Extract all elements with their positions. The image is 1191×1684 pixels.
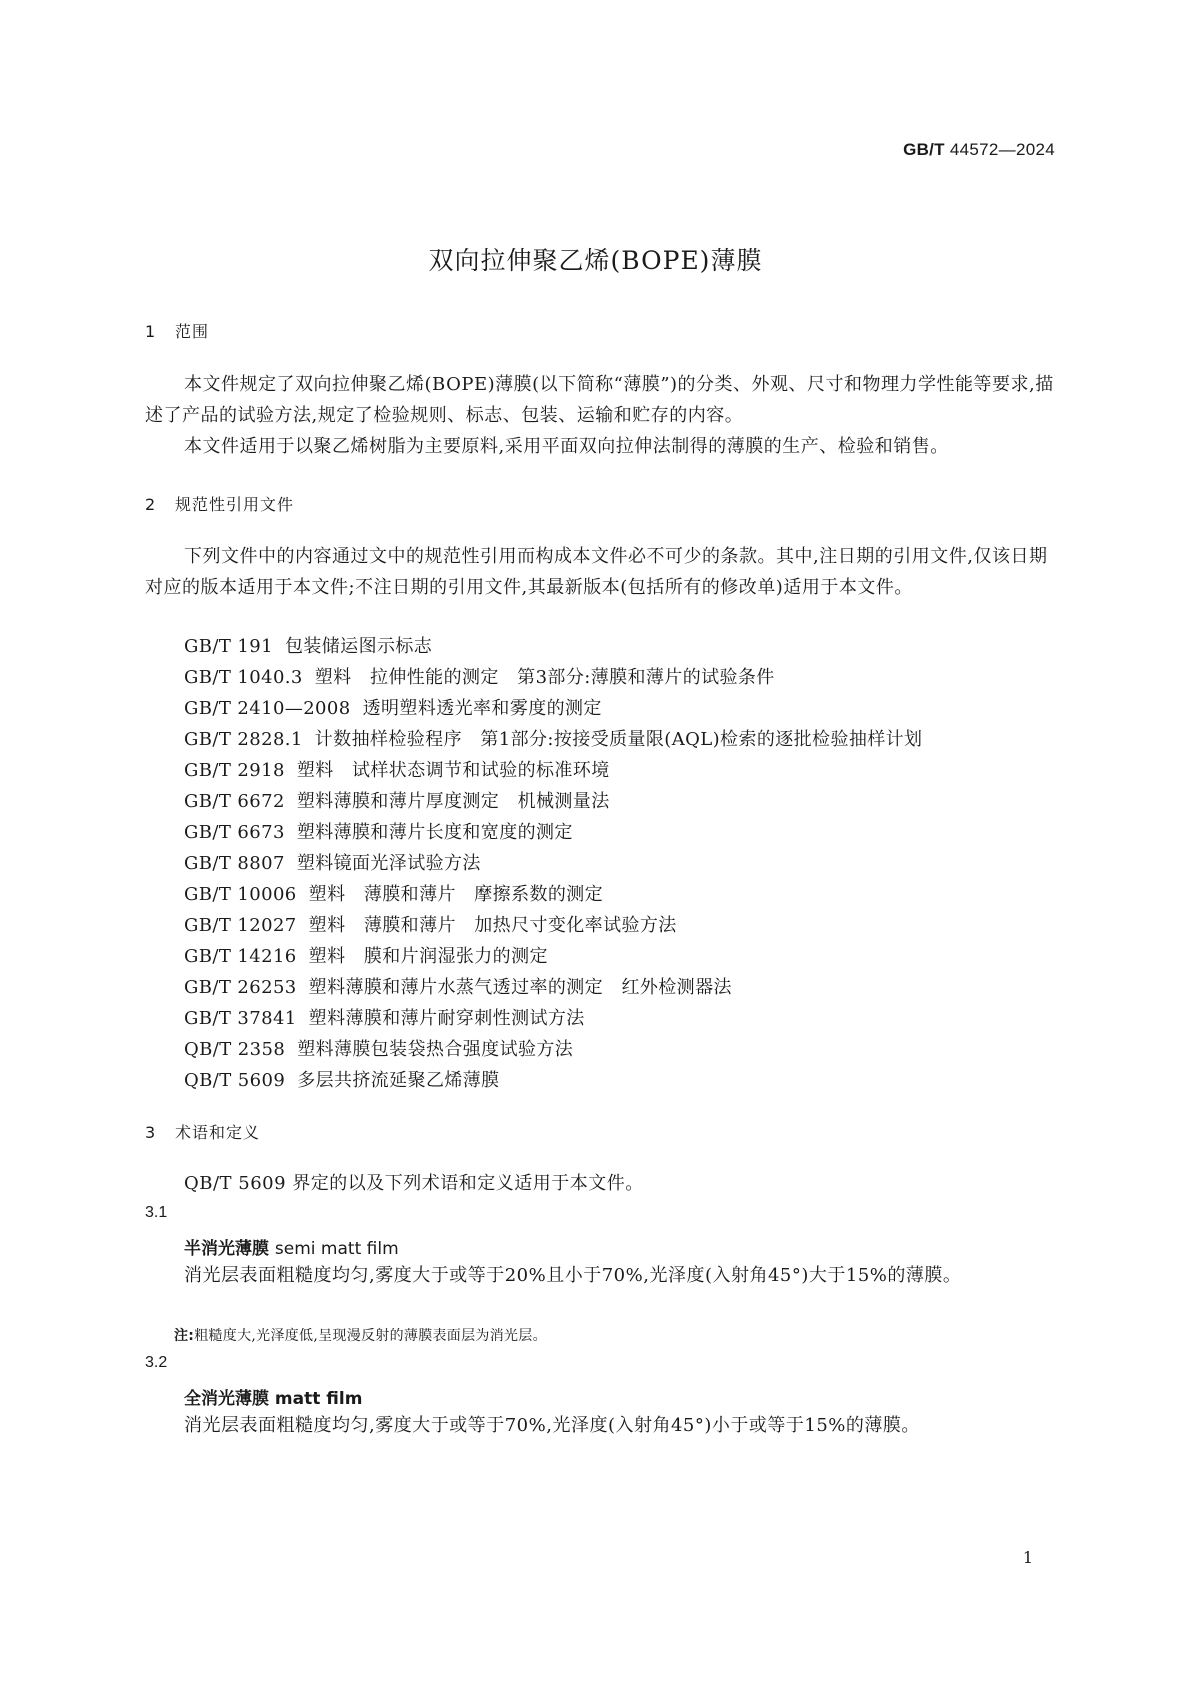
standard-code	[903, 140, 1055, 160]
reference-title: 塑料 试样状态调节和试验的标准环境	[296, 760, 610, 781]
section-title: 术语和定义	[175, 1123, 261, 1142]
reference-code: GB/T 14216	[184, 946, 297, 967]
reference-title: 计数抽样检验程序 第1部分:按接受质量限(AQL)检索的逐批检验抽样计划	[314, 729, 923, 750]
term-name	[184, 1234, 399, 1259]
reference-item	[184, 663, 775, 689]
section-1-heading	[145, 319, 209, 342]
reference-code: GB/T 1040.3	[184, 667, 303, 688]
term-number: 3.1	[145, 1204, 168, 1221]
section-3-heading	[145, 1120, 260, 1143]
term-name	[184, 1384, 362, 1409]
term-definition: 消光层表面粗糙度均匀,雾度大于或等于20%且小于70%,光泽度(入射角45°)大于15%的薄膜。	[184, 1265, 962, 1286]
reference-title: 塑料镜面光泽试验方法	[296, 853, 481, 874]
reference-title: 塑料 膜和片润湿张力的测定	[308, 946, 548, 967]
reference-title: 塑料 拉伸性能的测定 第3部分:薄膜和薄片的试验条件	[314, 667, 775, 688]
reference-code: QB/T 5609	[184, 1070, 286, 1091]
reference-item	[184, 1004, 585, 1030]
page-number: 1	[1022, 1548, 1033, 1567]
term-name-en: matt film	[274, 1389, 363, 1409]
standard-number: 44572—2024	[949, 140, 1055, 159]
reference-title: 包装储运图示标志	[284, 636, 433, 657]
section-number: 2	[145, 495, 157, 514]
reference-title: 塑料薄膜和薄片厚度测定 机械测量法	[296, 791, 610, 812]
reference-code: GB/T 37841	[184, 1008, 297, 1029]
term-name-cn: 全消光薄膜	[184, 1389, 269, 1409]
reference-title: 塑料薄膜和薄片水蒸气透过率的测定 红外检测器法	[308, 977, 732, 998]
section-title: 范围	[175, 322, 210, 341]
reference-title: 塑料 薄膜和薄片 加热尺寸变化率试验方法	[308, 915, 677, 936]
reference-title: 塑料薄膜包装袋热合强度试验方法	[297, 1039, 574, 1060]
reference-code: GB/T 6673	[184, 822, 285, 843]
reference-item	[184, 1066, 500, 1092]
reference-title: 多层共挤流延聚乙烯薄膜	[297, 1070, 500, 1091]
reference-item	[184, 818, 573, 844]
reference-item	[184, 911, 677, 937]
reference-code: GB/T 10006	[184, 884, 297, 905]
reference-item	[184, 756, 610, 782]
scope-paragraph-1: 本文件规定了双向拉伸聚乙烯(BOPE)薄膜(以下简称“薄膜”)的分类、外观、尺寸和物理力学性能等要求,描述了产品的试验方法,规定了检验规则、标志、包装、运输和贮存的内容。	[145, 374, 1054, 426]
reference-code: GB/T 26253	[184, 977, 297, 998]
section-number: 1	[145, 322, 157, 341]
reference-code: GB/T 8807	[184, 853, 285, 874]
reference-item	[184, 973, 732, 999]
reference-item	[184, 694, 602, 720]
term-definition: 消光层表面粗糙度均匀,雾度大于或等于70%,光泽度(入射角45°)小于或等于15%的薄膜。	[184, 1415, 920, 1436]
reference-item	[184, 1035, 573, 1061]
reference-code: GB/T 6672	[184, 791, 285, 812]
reference-item	[184, 787, 610, 813]
reference-code: GB/T 2410—2008	[184, 698, 351, 719]
reference-item	[184, 725, 922, 751]
term-number: 3.2	[145, 1354, 168, 1371]
reference-item	[184, 880, 603, 906]
reference-code: GB/T 2918	[184, 760, 285, 781]
note-text: 粗糙度大,光泽度低,呈现漫反射的薄膜表面层为消光层。	[194, 1328, 547, 1344]
reference-item	[184, 632, 432, 658]
reference-code: GB/T 12027	[184, 915, 297, 936]
term-name-en: semi matt film	[274, 1239, 399, 1259]
section-title: 规范性引用文件	[175, 495, 295, 514]
reference-title: 塑料薄膜和薄片长度和宽度的测定	[296, 822, 573, 843]
reference-title: 透明塑料透光率和雾度的测定	[362, 698, 602, 719]
standard-prefix: GB/T	[903, 140, 945, 159]
reference-item	[184, 942, 548, 968]
document-title: 双向拉伸聚乙烯(BOPE)薄膜	[428, 246, 763, 275]
reference-code: GB/T 2828.1	[184, 729, 303, 750]
reference-item	[184, 849, 481, 875]
section-number: 3	[145, 1123, 157, 1142]
terms-intro: QB/T 5609 界定的以及下列术语和定义适用于本文件。	[184, 1173, 644, 1194]
reference-code: QB/T 2358	[184, 1039, 286, 1060]
term-name-cn: 半消光薄膜	[184, 1239, 269, 1259]
section-2-heading	[145, 492, 294, 515]
term-note	[174, 1325, 547, 1345]
normative-refs-intro: 下列文件中的内容通过文中的规范性引用而构成本文件必不可少的条款。其中,注日期的引用文件,仅该日期对应的版本适用于本文件;不注日期的引用文件,其最新版本(包括所有的修改单)适用于本文件。	[145, 546, 1048, 598]
reference-code: GB/T 191	[184, 636, 273, 657]
reference-title: 塑料 薄膜和薄片 摩擦系数的测定	[308, 884, 604, 905]
reference-title: 塑料薄膜和薄片耐穿刺性测试方法	[308, 1008, 585, 1029]
scope-paragraph-2: 本文件适用于以聚乙烯树脂为主要原料,采用平面双向拉伸法制得的薄膜的生产、检验和销售。	[184, 436, 949, 457]
note-label: 注:	[174, 1328, 195, 1344]
